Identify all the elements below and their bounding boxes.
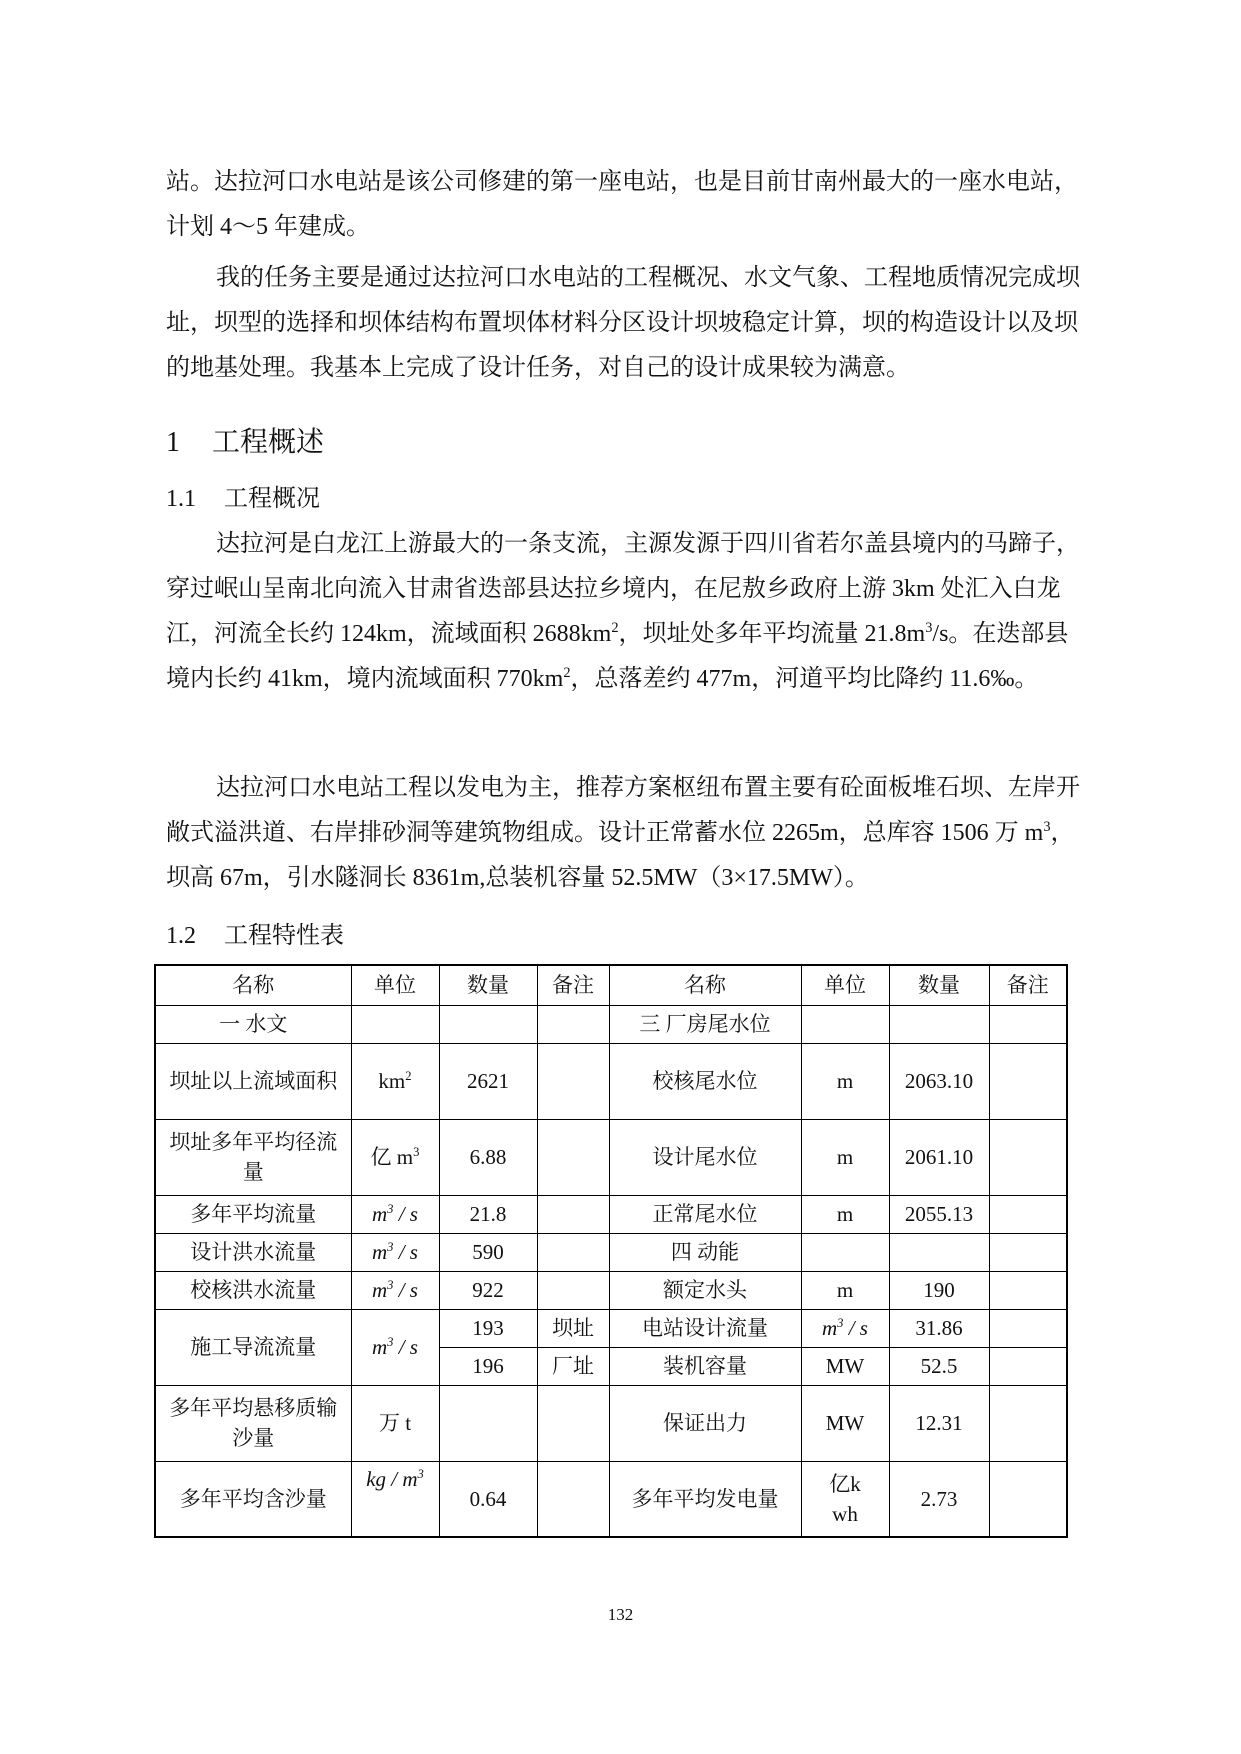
category-cell: 一 水文 bbox=[155, 1005, 351, 1043]
unit-cell: m bbox=[801, 1119, 889, 1195]
unit-text: / s bbox=[843, 1316, 868, 1340]
name-cell: 额定水头 bbox=[609, 1271, 801, 1309]
unit-superscript: 3 bbox=[413, 1145, 420, 1159]
unit-cell: MW bbox=[801, 1347, 889, 1385]
section-title: 工程概述 bbox=[212, 427, 325, 458]
qty-cell: 196 bbox=[439, 1347, 537, 1385]
unit-cell: m bbox=[801, 1195, 889, 1233]
unit-cell: 万 t bbox=[351, 1385, 439, 1461]
header-cell: 名称 bbox=[155, 965, 351, 1005]
unit-text: m bbox=[822, 1316, 838, 1340]
qty-cell: 0.64 bbox=[439, 1461, 537, 1537]
unit-cell: 亿kwh bbox=[801, 1461, 889, 1537]
note-cell bbox=[989, 1195, 1067, 1233]
project-characteristics-table bbox=[154, 964, 1068, 1538]
section-number: 1 bbox=[166, 427, 180, 458]
paragraph-river-overview bbox=[166, 522, 1080, 702]
superscript: 2 bbox=[563, 665, 571, 681]
table-cell bbox=[801, 1005, 889, 1043]
unit-cell bbox=[351, 1233, 439, 1271]
note-cell bbox=[537, 1385, 609, 1461]
unit-text: / s bbox=[393, 1240, 418, 1264]
note-cell bbox=[989, 1385, 1067, 1461]
unit-cell bbox=[351, 1119, 439, 1195]
qty-cell: 52.5 bbox=[889, 1347, 989, 1385]
note-cell bbox=[537, 1119, 609, 1195]
name-cell: 施工导流流量 bbox=[155, 1309, 351, 1385]
name-cell: 多年平均悬移质输沙量 bbox=[155, 1385, 351, 1461]
table-cell bbox=[889, 1005, 989, 1043]
name-cell: 校核洪水流量 bbox=[155, 1271, 351, 1309]
note-cell bbox=[989, 1119, 1067, 1195]
qty-cell: 2621 bbox=[439, 1043, 537, 1119]
table-cell bbox=[351, 1005, 439, 1043]
unit-superscript: 2 bbox=[405, 1069, 412, 1083]
note-cell: 坝址 bbox=[537, 1309, 609, 1347]
subsection-heading-1-1 bbox=[166, 478, 320, 513]
qty-cell: 590 bbox=[439, 1233, 537, 1271]
qty-cell: 190 bbox=[889, 1271, 989, 1309]
table-header-row bbox=[155, 965, 1067, 1005]
name-cell: 设计洪水流量 bbox=[155, 1233, 351, 1271]
table-cell bbox=[439, 1005, 537, 1043]
unit-text: kg / m bbox=[366, 1466, 418, 1491]
note-cell bbox=[989, 1233, 1067, 1271]
unit-cell bbox=[351, 1271, 439, 1309]
qty-cell: 922 bbox=[439, 1271, 537, 1309]
table-row bbox=[155, 1309, 1067, 1347]
table-row bbox=[155, 1119, 1067, 1195]
table-row bbox=[155, 1271, 1067, 1309]
unit-text: m bbox=[372, 1202, 388, 1226]
subsection-title: 工程概况 bbox=[224, 486, 320, 512]
unit-text: / s bbox=[393, 1335, 418, 1359]
table-cell bbox=[537, 1005, 609, 1043]
unit-cell bbox=[351, 1461, 439, 1537]
qty-cell: 193 bbox=[439, 1309, 537, 1347]
text-run: /s。在迭部县境内长约 41km，境内流域面积 770km bbox=[166, 621, 1069, 692]
qty-cell bbox=[889, 1233, 989, 1271]
unit-superscript: 3 bbox=[387, 1278, 394, 1292]
subsection-number: 1.2 bbox=[166, 923, 196, 949]
name-cell: 保证出力 bbox=[609, 1385, 801, 1461]
table-row bbox=[155, 1195, 1067, 1233]
table-row bbox=[155, 1005, 1067, 1043]
unit-superscript: 3 bbox=[387, 1335, 394, 1349]
text-run: ，总落差约 477m，河道平均比降约 11.6‰。 bbox=[570, 666, 1039, 692]
note-cell: 厂址 bbox=[537, 1347, 609, 1385]
unit-text: / s bbox=[393, 1278, 418, 1302]
qty-cell: 2055.13 bbox=[889, 1195, 989, 1233]
table-row bbox=[155, 1461, 1067, 1537]
qty-cell: 2061.10 bbox=[889, 1119, 989, 1195]
text-run: ，坝址处多年平均流量 21.8m bbox=[618, 621, 926, 647]
unit-cell bbox=[351, 1309, 439, 1385]
section-heading-1 bbox=[166, 420, 324, 460]
note-cell bbox=[989, 1271, 1067, 1309]
header-cell: 备注 bbox=[537, 965, 609, 1005]
header-cell: 数量 bbox=[889, 965, 989, 1005]
note-cell bbox=[537, 1233, 609, 1271]
name-cell: 设计尾水位 bbox=[609, 1119, 801, 1195]
note-cell bbox=[537, 1195, 609, 1233]
unit-superscript: 3 bbox=[417, 1466, 424, 1481]
text-run: 达拉河口水电站工程以发电为主，推荐方案枢纽布置主要有砼面板堆石坝、左岸开敞式溢洪道、右岸排砂洞等建筑物组成。设计正常蓄水位 2265m，总库容 1506 万 m bbox=[166, 775, 1080, 846]
qty-cell: 12.31 bbox=[889, 1385, 989, 1461]
unit-cell: m bbox=[801, 1271, 889, 1309]
text-run: ，坝高 67m，引水隧洞长 8361m,总装机容量 52.5MW（3×17.5MW）。 bbox=[166, 820, 1075, 891]
unit-superscript: 3 bbox=[837, 1316, 844, 1330]
qty-cell: 2063.10 bbox=[889, 1043, 989, 1119]
name-cell: 校核尾水位 bbox=[609, 1043, 801, 1119]
superscript: 2 bbox=[611, 620, 619, 636]
header-cell: 单位 bbox=[801, 965, 889, 1005]
unit-cell bbox=[801, 1309, 889, 1347]
note-cell bbox=[537, 1271, 609, 1309]
name-cell: 电站设计流量 bbox=[609, 1309, 801, 1347]
note-cell bbox=[537, 1461, 609, 1537]
unit-cell bbox=[351, 1195, 439, 1233]
header-cell: 备注 bbox=[989, 965, 1067, 1005]
category-cell: 三 厂房尾水位 bbox=[609, 1005, 801, 1043]
note-cell bbox=[989, 1309, 1067, 1347]
unit-cell: MW bbox=[801, 1385, 889, 1461]
superscript: 3 bbox=[1043, 819, 1051, 835]
text-run: 达拉河是白龙江上游最大的一条支流，主源发源于四川省若尔盖县境内的马蹄子，穿过岷山呈南北向流入甘肃省迭部县达拉乡境内，在尼敖乡政府上游 3km 处汇入白龙江，河流全长约 124km，流域面积 2688km bbox=[166, 531, 1080, 647]
unit-superscript: 3 bbox=[387, 1202, 394, 1216]
table-row bbox=[155, 1385, 1067, 1461]
note-cell bbox=[989, 1347, 1067, 1385]
unit-text: m bbox=[372, 1278, 388, 1302]
unit-text: / s bbox=[393, 1202, 418, 1226]
name-cell: 多年平均发电量 bbox=[609, 1461, 801, 1537]
superscript: 3 bbox=[925, 620, 933, 636]
unit-text: 亿 m bbox=[370, 1145, 414, 1169]
unit-text: m bbox=[372, 1335, 388, 1359]
qty-cell bbox=[439, 1385, 537, 1461]
paragraph-intro-end: 站。达拉河口水电站是该公司修建的第一座电站，也是目前甘南州最大的一座水电站，计划 4～5 年建成。 bbox=[166, 169, 1078, 240]
name-cell: 坝址多年平均径流量 bbox=[155, 1119, 351, 1195]
name-cell: 多年平均含沙量 bbox=[155, 1461, 351, 1537]
table-cell bbox=[989, 1005, 1067, 1043]
subsection-heading-1-2 bbox=[166, 915, 344, 950]
note-cell bbox=[537, 1043, 609, 1119]
category-cell: 四 动能 bbox=[609, 1233, 801, 1271]
header-cell: 名称 bbox=[609, 965, 801, 1005]
unit-cell: m bbox=[801, 1043, 889, 1119]
unit-text: km bbox=[378, 1069, 406, 1093]
name-cell: 正常尾水位 bbox=[609, 1195, 801, 1233]
qty-cell: 6.88 bbox=[439, 1119, 537, 1195]
subsection-number: 1.1 bbox=[166, 486, 196, 512]
name-cell: 坝址以上流域面积 bbox=[155, 1043, 351, 1119]
table-row bbox=[155, 1233, 1067, 1271]
unit-cell bbox=[351, 1043, 439, 1119]
subsection-title: 工程特性表 bbox=[224, 923, 344, 949]
qty-cell: 2.73 bbox=[889, 1461, 989, 1537]
table-row bbox=[155, 1043, 1067, 1119]
qty-cell: 31.86 bbox=[889, 1309, 989, 1347]
note-cell bbox=[989, 1461, 1067, 1537]
unit-cell bbox=[801, 1233, 889, 1271]
unit-superscript: 3 bbox=[387, 1240, 394, 1254]
header-cell: 数量 bbox=[439, 965, 537, 1005]
name-cell: 多年平均流量 bbox=[155, 1195, 351, 1233]
name-cell: 装机容量 bbox=[609, 1347, 801, 1385]
unit-text: m bbox=[372, 1240, 388, 1264]
note-cell bbox=[989, 1043, 1067, 1119]
paragraph-task: 我的任务主要是通过达拉河口水电站的工程概况、水文气象、工程地质情况完成坝址，坝型的选择和坝体结构布置坝体材料分区设计坝坡稳定计算，坝的构造设计以及坝的地基处理。我基本上完成了设计任务，对自己的设计成果较为满意。 bbox=[166, 265, 1080, 381]
qty-cell: 21.8 bbox=[439, 1195, 537, 1233]
page-number: 132 bbox=[607, 1605, 634, 1624]
header-cell: 单位 bbox=[351, 965, 439, 1005]
paragraph-project-layout bbox=[166, 766, 1080, 901]
